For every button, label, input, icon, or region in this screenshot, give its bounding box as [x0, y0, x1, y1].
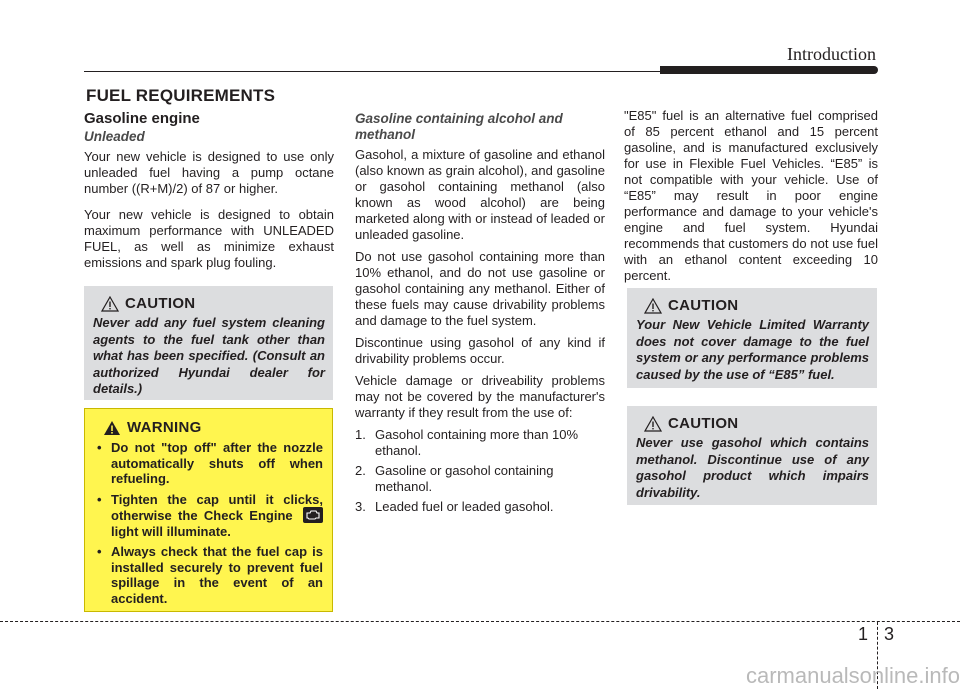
caution-box-e85: [627, 288, 877, 388]
check-engine-icon: [303, 507, 323, 523]
caution-box-fuel-cleaner: [84, 286, 333, 400]
watermark: carmanualsonline.info: [745, 663, 960, 688]
caution-title: [644, 415, 869, 432]
caution-triangle-icon: [644, 298, 662, 314]
caution-label: CAUTION: [125, 295, 196, 312]
caution-text: Never use gasohol which contains methanol. Discontinue use of any gasohol product which impairs drivability.: [636, 435, 869, 500]
chapter-number: 1: [858, 624, 869, 644]
column-1: [84, 108, 334, 277]
list-item: 3. Leaded fuel or leaded gasohol.: [355, 499, 554, 514]
caution-title: [101, 295, 325, 312]
page-heading: FUEL REQUIREMENTS: [86, 86, 276, 105]
column-2: [355, 108, 605, 519]
warning-list: [97, 440, 323, 606]
paragraph: Your new vehicle is designed to obtain maximum performance with UNLEADED FUEL, as well as minimize exhaust emissions and spark plug fouling.: [84, 207, 334, 270]
paragraph: Discontinue using gasohol of any kind if drivability problems occur.: [355, 335, 605, 366]
list-item: 1. Gasohol containing more than 10% ethanol.: [355, 427, 579, 458]
caution-triangle-icon: [644, 416, 662, 432]
warning-triangle-icon: [103, 420, 121, 436]
section-title: Introduction: [787, 44, 876, 64]
caution-text: Your New Vehicle Limited Warranty does not cover damage to the fuel system or any performance problems caused by the use of “E85” fuel.: [636, 317, 869, 382]
caution-box-methanol: [627, 406, 877, 505]
list-item: 2. Gasoline or gasohol containing methanol.: [355, 463, 554, 494]
unleaded-subheading: Unleaded: [84, 129, 145, 144]
paragraph: Your new vehicle is designed to use only unleaded fuel having a pump octane number ((R+M)/2) of 87 or higher.: [84, 149, 334, 196]
warning-item: • Always check that the fuel cap is installed securely to prevent fuel spillage in the event of an accident.: [97, 544, 323, 606]
fuel-list: [355, 427, 605, 515]
paragraph: Gasohol, a mixture of gasoline and ethanol (also known as grain alcohol), and gasoline or gasohol containing methanol (also known as wood alcohol) are being marketed along with or instead of leaded or unleaded gasoline.: [355, 147, 605, 242]
column-3: [624, 108, 878, 290]
caution-triangle-icon: [101, 296, 119, 312]
caution-label: CAUTION: [668, 297, 739, 314]
caution-text: Never add any fuel system cleaning agents to the fuel tank other than what has been specified. (Consult an authorized Hyundai dealer for details.): [93, 315, 325, 396]
warning-label: WARNING: [127, 419, 202, 436]
paragraph: Do not use gasohol containing more than 10% ethanol, and do not use gasoline or gasohol containing any methanol. Either of these fuels may cause drivability problems and damage to the fuel system.: [355, 249, 605, 328]
warning-title: [103, 419, 323, 436]
footer-rule: [0, 621, 960, 622]
warning-box: [84, 408, 333, 612]
gasoline-engine-heading: Gasoline engine: [84, 110, 200, 127]
warning-item: • Tighten the cap until it clicks, otherwise the Check Engine light will illuminate.: [97, 491, 323, 539]
alcohol-methanol-subheading: Gasoline containing alcohol and methanol: [355, 111, 563, 142]
caution-title: [644, 297, 869, 314]
warning-item: • Do not "top off" after the nozzle automatically shuts off when refueling.: [97, 440, 323, 486]
header-rule: [84, 71, 660, 72]
caution-label: CAUTION: [668, 415, 739, 432]
section-header: [0, 0, 960, 80]
e85-paragraph: "E85" fuel is an alternative fuel comprised of 85 percent ethanol and 15 percent gasoline, and is manufactured exclusively for use in Flexible Fuel Vehicles. “E85” is not compatible with your vehicle. Use of “E85” may result in poor engine performance and damage to your vehicle's engine and fuel system. Hyundai recommends that customers do not use fuel with an ethanol content exceeding 10 percent.: [624, 108, 878, 283]
header-bar: [660, 66, 878, 74]
paragraph: Vehicle damage or driveability problems may not be covered by the manufacturer's warranty if they result from the use of:: [355, 373, 605, 420]
page-number: 3: [884, 624, 895, 644]
